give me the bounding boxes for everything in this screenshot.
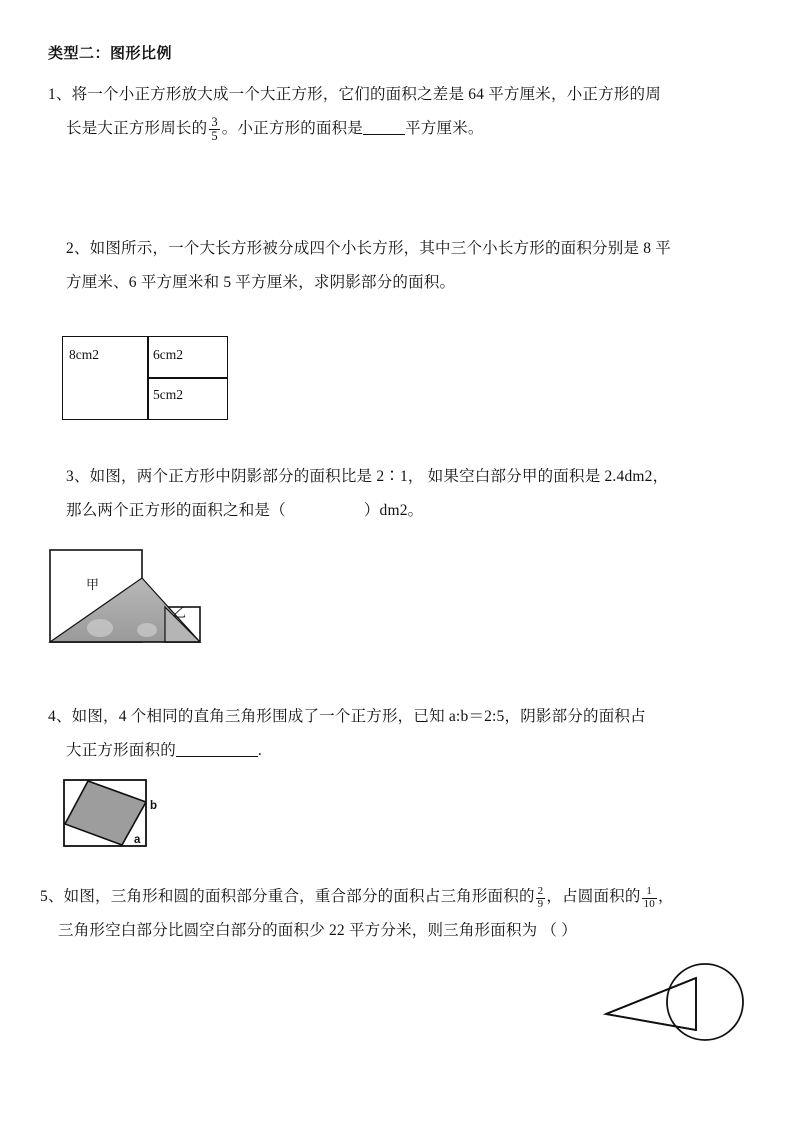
question-3-line-1: 3、如图，两个正方形中阴影部分的面积比是 2∶1， 如果空白部分甲的面积是 2.4dm2， xyxy=(66,468,669,485)
figure-label-jia: 甲 xyxy=(86,577,100,592)
figure-label-b: b xyxy=(150,800,158,812)
square-triangle-shaded-figure xyxy=(48,548,248,644)
question-1-line-1: 1、将一个小正方形放大成一个大正方形，它们的面积之差是 64 平方厘米，小正方形的周 xyxy=(48,86,661,103)
figure-4-svg xyxy=(62,778,174,850)
triangle-circle-overlap-figure xyxy=(600,962,760,1052)
fraction-numerator: 2 xyxy=(537,884,544,897)
figure-5-svg xyxy=(600,962,760,1052)
figure-label-a: a xyxy=(134,834,141,846)
fraction-two-ninths xyxy=(536,886,546,910)
question-4-line-2 xyxy=(48,734,778,768)
fraction-denominator: 9 xyxy=(537,897,544,910)
question-3 xyxy=(48,460,768,528)
question-2-line-2: 方厘米、6 平方厘米和 5 平方厘米，求阴影部分的面积。 xyxy=(66,274,456,291)
fraction-denominator: 10 xyxy=(643,897,655,910)
fraction-three-fifths xyxy=(209,116,219,143)
question-1-line-2 xyxy=(48,112,758,146)
figure-label-8cm2: 8cm2 xyxy=(69,347,99,362)
question-3-line-2-text-b: ）dm2。 xyxy=(363,502,424,519)
question-1-line-2-text-b: 。小正方形的面积是 xyxy=(221,120,364,137)
question-1-line-2-text-c: 平方厘米。 xyxy=(405,120,484,137)
question-3-line-2-text-a: 那么两个正方形的面积之和是（ xyxy=(66,502,286,519)
figure-3-svg xyxy=(48,548,248,644)
figure-label-5cm2: 5cm2 xyxy=(153,387,183,402)
question-5-line-1-text-a: 5、如图，三角形和圆的面积部分重合，重合部分的面积占三角形面积的 xyxy=(40,888,535,905)
question-5-line-1 xyxy=(40,880,780,914)
page-title: 类型二：图形比例 xyxy=(48,45,173,62)
fraction-numerator: 1 xyxy=(646,884,653,897)
question-4 xyxy=(48,700,778,768)
question-4-line-2-text-a: 大正方形面积的 xyxy=(66,742,176,759)
answer-blank-long[interactable] xyxy=(176,742,258,757)
question-5-line-2: 三角形空白部分比圆空白部分的面积少 22 平方分米，则三角形面积为 （ ） xyxy=(58,922,577,939)
tilted-square-figure xyxy=(62,778,174,850)
question-2 xyxy=(48,232,758,300)
figure-label-yi: 乙 xyxy=(173,605,187,620)
question-1 xyxy=(48,78,758,146)
question-5 xyxy=(40,880,780,948)
fraction-one-tenth xyxy=(642,886,657,910)
fraction-denominator: 5 xyxy=(211,128,218,143)
question-3-line-2 xyxy=(48,494,768,528)
question-5-line-1-text-b: ，占圆面积的 xyxy=(546,888,641,905)
fraction-numerator: 3 xyxy=(211,114,218,129)
figure-label-6cm2: 6cm2 xyxy=(153,347,183,362)
question-4-line-2-text-b: . xyxy=(257,742,262,759)
question-2-line-1: 2、如图所示，一个大长方形被分成四个小长方形，其中三个小长方形的面积分别是 8 平 xyxy=(66,240,671,257)
question-1-line-2-text-a: 长是大正方形周长的 xyxy=(66,120,208,137)
question-4-line-1: 4、如图，4 个相同的直角三角形围成了一个正方形，已知 a:b＝2:5，阴影部分的面积占 xyxy=(48,708,646,725)
answer-blank[interactable] xyxy=(363,120,405,135)
question-5-line-1-text-c: ， xyxy=(657,888,674,905)
rectangle-split-figure xyxy=(62,336,228,420)
figure-divider-horizontal xyxy=(147,377,227,379)
